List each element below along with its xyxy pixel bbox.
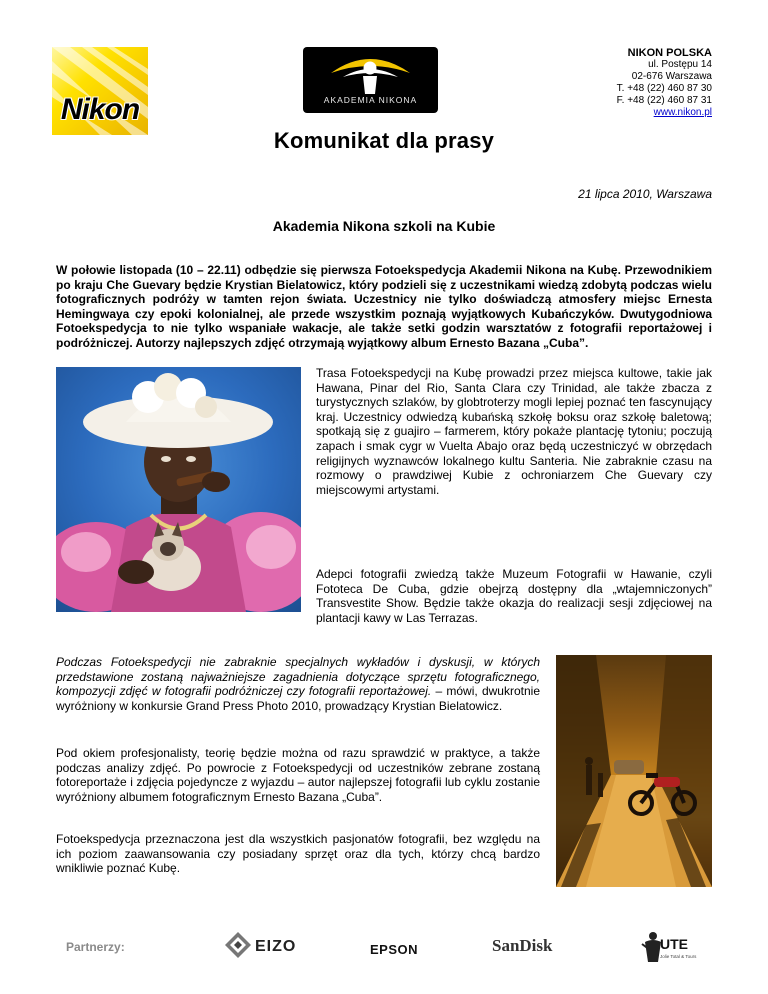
akademia-wordmark: AKADEMIA NIKONA bbox=[323, 95, 418, 105]
nikon-wordmark: Nikon bbox=[60, 93, 140, 126]
ute-tagline: Jolie Total & Tours bbox=[660, 954, 697, 959]
article-headline: Akademia Nikona szkoli na Kubie bbox=[272, 218, 496, 234]
ute-logo bbox=[640, 930, 712, 966]
epson-logo bbox=[370, 930, 450, 966]
company-phone: T. +48 (22) 460 87 30 bbox=[616, 83, 712, 94]
sandisk-logo bbox=[492, 930, 582, 966]
eizo-diamond-icon bbox=[223, 930, 253, 966]
eizo-wordmark: EIZO bbox=[255, 938, 297, 955]
company-fax: F. +48 (22) 460 87 31 bbox=[616, 95, 712, 106]
company-address bbox=[617, 47, 712, 119]
paragraph-audience: Fotoekspedycja przeznaczona jest dla wszystkich pasjonatów fotografii, bez względu na ich poziom zaawansowania czy posiadany sprzęt oraz dla tych, którzy chcą bardzo wnikliwie poznać Kubę. bbox=[56, 832, 540, 876]
company-website-link[interactable]: www.nikon.pl bbox=[653, 107, 712, 118]
ute-wordmark: UTE bbox=[660, 936, 688, 952]
akademia-nikona-logo bbox=[303, 47, 438, 113]
nikon-logo bbox=[52, 47, 148, 135]
epson-wordmark: EPSON bbox=[370, 942, 419, 957]
partners-label: Partnerzy: bbox=[66, 940, 125, 954]
paragraph-practice: Pod okiem profesjonalisty, teorię będzie można od razu sprawdzić w praktyce, a także podczas analizy zdjęć. Po powrocie z Fotoekspedycji od uczestników zebrane zostaną fotoreportaże i zdjęcia pojedyncze z wyjazdu – autor najlepszej fotografii lub cyklu zostanie wyróżniony albumem fotograficznym Ernesto Bazana „Cuba”. bbox=[56, 746, 540, 804]
photo-street-illustration bbox=[556, 655, 712, 887]
sandisk-wordmark: SanDisk bbox=[492, 936, 553, 955]
paragraph-route: Trasa Fotoekspedycji na Kubę prowadzi przez miejsca kultowe, takie jak Hawana, Pinar del Rio, Santa Clara czy Trinidad, ale także zbacza z turystycznych szlaków, by globtroterzy mogli lepiej poznać ten fascynujący kraj. Uczestnicy odwiedzą kubańską szkołę boksu oraz szkołę baletową; spotkają się z guajiro – farmerem, który pokaże plantację tytoniu; poczują zapach i smak cygr w Vuelta Abajo oraz będą uczestniczyć w obrzędach religijnych wyznawców lokalnego kultu Santeria. Nie zabraknie czasu na rozmowy o prawdziwej Kubie z ochroniarzem Che Guevary czy miejscowymi artystami. bbox=[316, 366, 712, 497]
company-name: NIKON POLSKA bbox=[627, 47, 712, 59]
company-street: ul. Postępu 14 bbox=[648, 59, 712, 70]
eizo-logo bbox=[223, 930, 333, 966]
paragraph-lectures bbox=[56, 655, 540, 713]
photo-cuban-woman-illustration bbox=[56, 367, 301, 612]
quote-attribution: – mówi, dwukrotnie wyróżniony w konkursie Grand Press Photo 2010, prowadzący Krystian Bielatowicz. bbox=[56, 684, 540, 713]
photo-cuban-woman-with-cigar bbox=[56, 367, 301, 612]
photo-havana-street-motorcycle bbox=[556, 655, 712, 887]
document-date: 21 lipca 2010, Warszawa bbox=[578, 187, 712, 201]
paragraph-museum: Adepci fotografii zwiedzą także Muzeum Fotografii w Hawanie, czyli Fototeca De Cuba, gdzie obejrzą dostępny dla „wtajemniczonych” Transvestite Show. Będzie także okazja do realizacji sesji zdjęciowej na plantacji kawy w Las Terrazas. bbox=[316, 567, 712, 625]
document-title: Komunikat dla prasy bbox=[273, 128, 495, 153]
quote-italic: Podczas Fotoekspedycji nie zabraknie specjalnych wykładów i dyskusji, w których przedstawione zostaną najważniejsze zagadnienia dotyczące sprzętu fotograficznego, kompozycji zdjęć w fotografii podróżniczej czy fotografii reportażowej. bbox=[56, 655, 540, 699]
company-city: 02-676 Warszawa bbox=[631, 71, 712, 82]
lead-paragraph: W połowie listopada (10 – 22.11) odbędzie się pierwsza Fotoekspedycja Akademii Nikona na Kubę. Przewodnikiem po kraju Che Guevary będzie Krystian Bielatowicz, który podzieli się z uczestnikami wiedzą zdobytą podczas wielu fotograficznych podróży w tamten rejon świata. Uczestnicy nie tylko doświadczą atmosfery miejsc Ernesta Hemingwaya czy epoki kolonialnej, ale przede wszystkim poznają wyjątkowych Kubańczyków. Dwutygodniowa Fotoekspedycja to nie tylko wspaniałe wakacje, ale także setki godzin warsztatów z fotografii reportażowej i podróżniczej. Autorzy najlepszych zdjęć otrzymają wyjątkowy album Ernesto Bazana „Cuba”. bbox=[56, 263, 712, 350]
